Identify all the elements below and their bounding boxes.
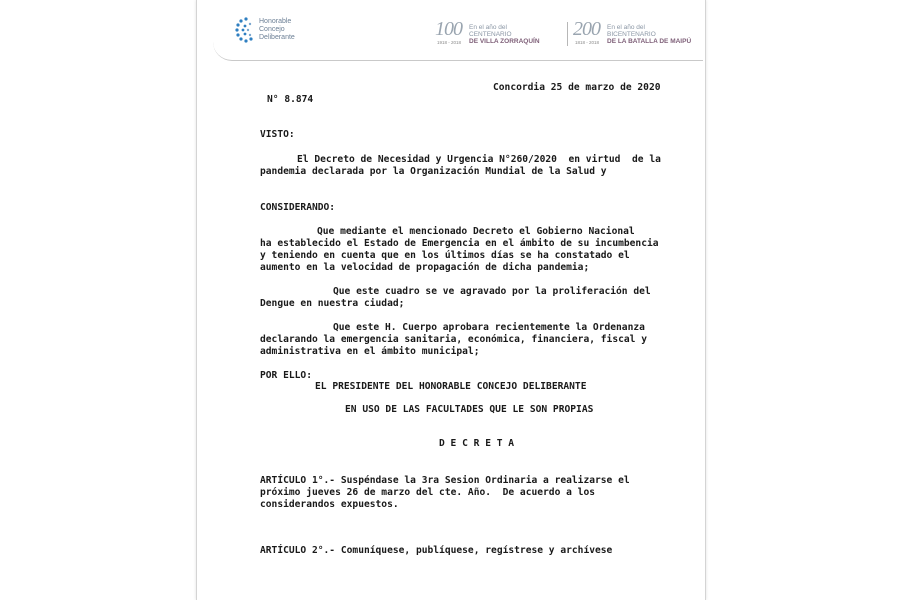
- president-line: EL PRESIDENTE DEL HONORABLE CONCEJO DELIBERANTE: [315, 381, 587, 392]
- institution-line-1: Honorable: [259, 18, 292, 25]
- centenario-line-2: CENTENARIO: [469, 31, 512, 38]
- document-body: [197, 0, 705, 600]
- article-2: ARTÍCULO 2°.- Comuníquese, publíquese, regístrese y archívese: [260, 545, 613, 556]
- visto-heading: VISTO:: [260, 129, 295, 140]
- considerando-1-line-3: y teniendo en cuenta que en los últimos días se ha constatado el: [260, 250, 630, 261]
- considerando-1-line-2: ha establecido el Estado de Emergencia en el ámbito de su incumbencia: [260, 238, 659, 249]
- document-date: Concordia 25 de marzo de 2020: [493, 82, 661, 93]
- bicentenario-line-1: En el año del: [607, 24, 645, 31]
- institution-line-2: Concejo: [259, 26, 285, 33]
- facultades-line: EN USO DE LAS FACULTADES QUE LE SON PROPIAS: [345, 404, 594, 415]
- considerando-heading: CONSIDERANDO:: [260, 202, 336, 213]
- considerando-2-line-2: Dengue en nuestra ciudad;: [260, 298, 405, 309]
- considerando-3-line-2: declarando la emergencia sanitaria, económica, financiera, fiscal y: [260, 334, 647, 345]
- centenario-number: 100: [435, 18, 462, 40]
- decreta-heading: D E C R E T A: [439, 438, 515, 449]
- bicentenario-line-2: BICENTENARIO: [607, 31, 656, 38]
- article-1-line-3: considerandos expuestos.: [260, 499, 399, 510]
- institution-line-3: Deliberante: [259, 34, 295, 41]
- centenario-line-3: DE VILLA ZORRAQUÍN: [469, 38, 540, 45]
- centenario-line-1: En el año del: [469, 24, 507, 31]
- por-ello: POR ELLO:: [260, 370, 312, 381]
- document-page: [196, 0, 706, 600]
- article-1-line-1: ARTÍCULO 1°.- Suspéndase la 3ra Sesion Ordinaria a realizarse el: [260, 475, 630, 486]
- considerando-1-line-1: Que mediante el mencionado Decreto el Gobierno Nacional: [317, 226, 635, 237]
- considerando-1-line-4: aumento en la velocidad de propagación de dicha pandemia;: [260, 262, 590, 273]
- bicentenario-number: 200: [573, 18, 600, 40]
- bicentenario-years: 1818 - 2018: [575, 40, 600, 45]
- article-1-line-2: próximo jueves 26 de marzo del cte. Año. De acuerdo a los: [260, 487, 596, 498]
- bicentenario-line-3: DE LA BATALLA DE MAIPÚ: [607, 38, 692, 45]
- visto-line-2: pandemia declarada por la Organización Mundial de la Salud y: [260, 166, 607, 177]
- document-number: N° 8.874: [267, 94, 314, 105]
- visto-line-1: El Decreto de Necesidad y Urgencia N°260/2020 en virtud de la: [297, 154, 661, 165]
- considerando-3-line-3: administrativa en el ámbito municipal;: [260, 346, 480, 357]
- considerando-3-line-1: Que este H. Cuerpo aprobara recientemente la Ordenanza: [333, 322, 645, 333]
- considerando-2-line-1: Que este cuadro se ve agravado por la proliferación del: [333, 286, 651, 297]
- centenario-years: 1918 - 2018: [437, 40, 462, 45]
